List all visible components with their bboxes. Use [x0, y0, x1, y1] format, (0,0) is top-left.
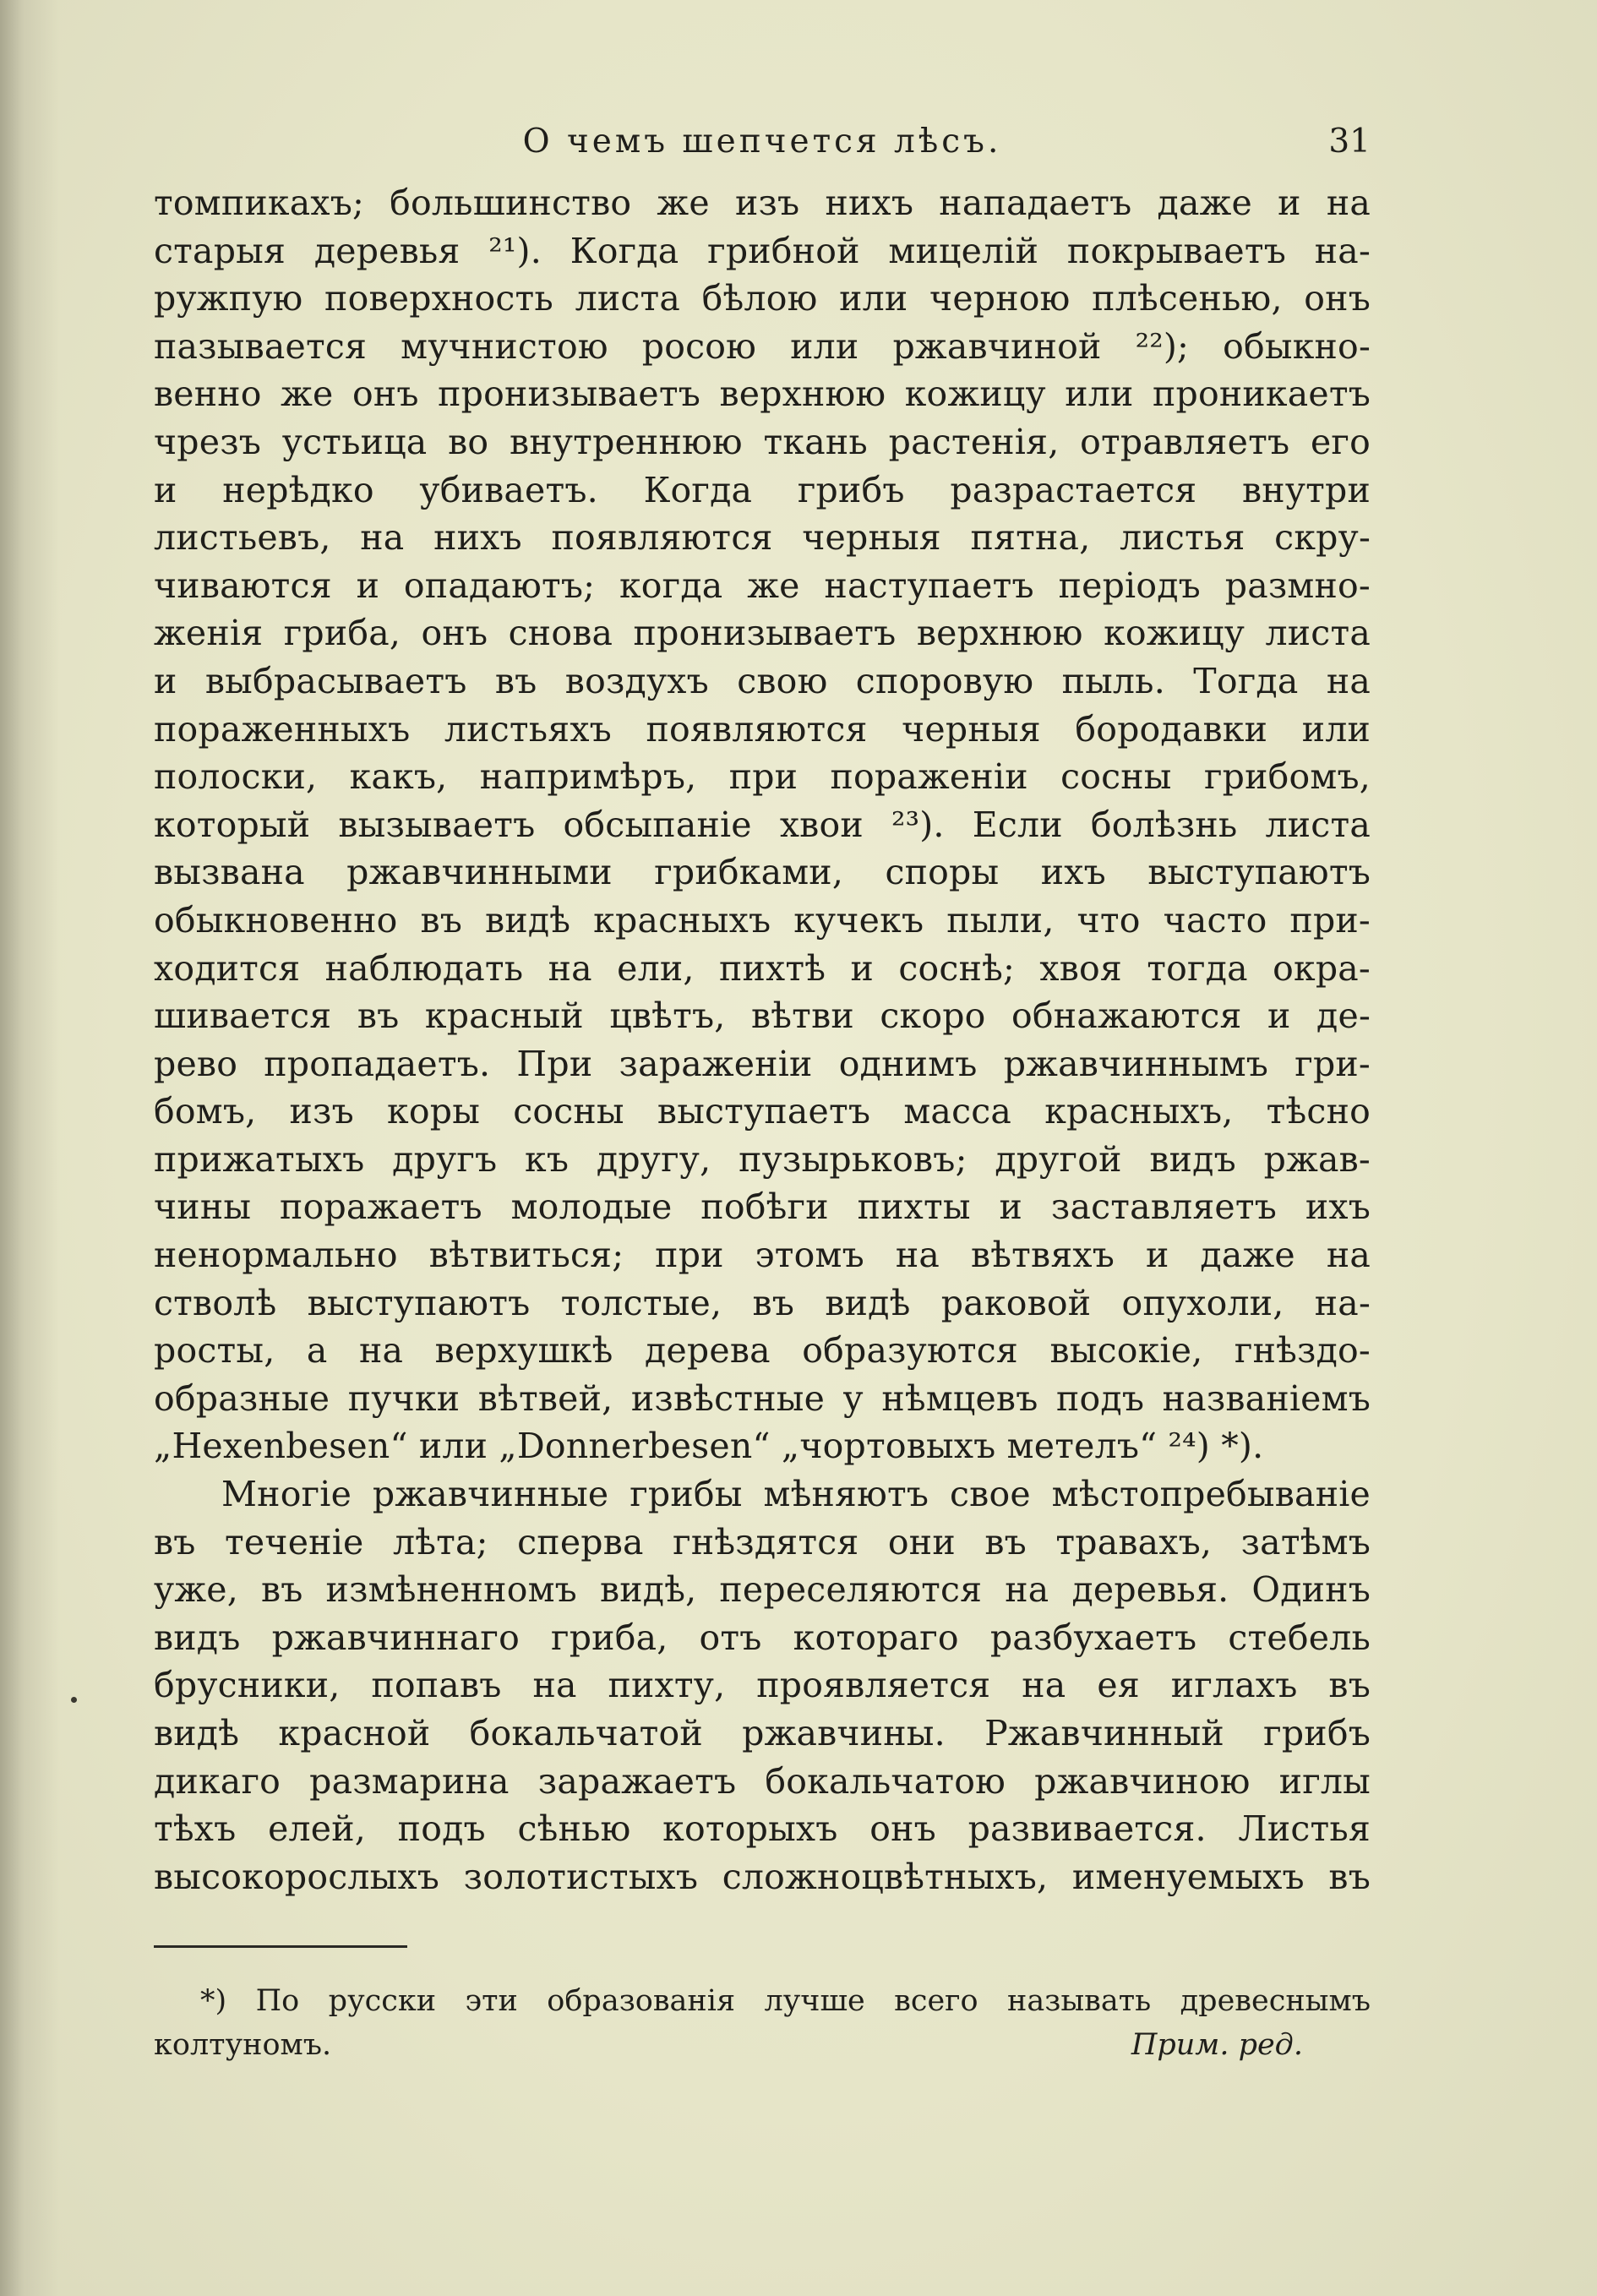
- paper-speck: [71, 1697, 77, 1703]
- text-line: видѣ красной бокальчатой ржавчины. Ржавчинный грибъ: [154, 1713, 1371, 1753]
- text-line: ружпую поверхность листа бѣлою или черною плѣсенью, онъ: [154, 278, 1371, 319]
- running-head: [154, 118, 1371, 169]
- paragraph-start-line: Многіе ржавчинные грибы мѣняютъ свое мѣстопребываніе: [221, 1474, 1371, 1515]
- text-line: росты, а на верхушкѣ дерева образуются высокіе, гнѣздо-: [154, 1330, 1371, 1372]
- gutter-shadow: [0, 0, 59, 2296]
- text-line: прижатыхъ другъ къ другу, пузырьковъ; другой видъ ржав-: [154, 1138, 1371, 1180]
- footnote-line-2: [154, 2023, 1371, 2067]
- text-line: брусники, попавъ на пихту, проявляется на ея иглахъ въ: [154, 1665, 1371, 1706]
- text-line: образные пучки вѣтвей, извѣстные у нѣмцевъ подъ названіемъ: [154, 1377, 1371, 1419]
- text-line: уже, въ измѣненномъ видѣ, переселяются на деревья. Одинъ: [154, 1569, 1371, 1611]
- text-line: и выбрасываетъ въ воздухъ свою споровую пыль. Тогда на: [154, 660, 1371, 701]
- text-line: пазывается мучнистою росою или ржавчиной ²²); обыкно-: [154, 325, 1371, 367]
- footnote-line: *) По русски эти образованія лучше всего называть древеснымъ: [200, 1984, 1371, 2018]
- text-line: и нерѣдко убиваетъ. Когда грибъ разрастается внутри: [154, 469, 1371, 510]
- text-line: пораженныхъ листьяхъ появляются черныя бородавки или: [154, 708, 1371, 750]
- text-line: чрезъ устьица во внутреннюю ткань растенія, отравляетъ его: [154, 421, 1371, 462]
- text-line: полоски, какъ, напримѣръ, при пораженіи сосны грибомъ,: [154, 756, 1371, 798]
- text-line: стволѣ выступаютъ толстые, въ видѣ раковой опухоли, на-: [154, 1282, 1371, 1323]
- text-line: листьевъ, на нихъ появляются черныя пятна, листья скру-: [154, 517, 1371, 559]
- text-line: вызвана ржавчинными грибками, споры ихъ выступаютъ: [154, 852, 1371, 893]
- text-line: ходится наблюдать на ели, пихтѣ и соснѣ; хвоя тогда окра-: [154, 947, 1371, 989]
- text-line: видъ ржавчиннаго гриба, отъ котораго разбухаетъ стебель: [154, 1617, 1371, 1658]
- text-line: „Hexenbesen“ или „Donnerbesen“ „чортовыхъ метелъ“ ²⁴) *).: [154, 1426, 1264, 1467]
- text-line: венно же онъ пронизываетъ верхнюю кожицу или проникаетъ: [154, 374, 1371, 415]
- text-line: чины поражаетъ молодые побѣги пихты и заставляетъ ихъ: [154, 1186, 1371, 1228]
- text-line: дикаго размарина заражаетъ бокальчатою ржавчиною иглы: [154, 1760, 1371, 1802]
- running-title: О чемъ шепчется лѣсъ.: [522, 123, 1002, 161]
- text-line: ненормально вѣтвиться; при этомъ на вѣтвяхъ и даже на: [154, 1235, 1371, 1276]
- footnote: [154, 1979, 1371, 2067]
- page-number: 31: [1328, 123, 1371, 161]
- text-line: бомъ, изъ коры сосны выступаетъ масса красныхъ, тѣсно: [154, 1091, 1371, 1132]
- text-line: томпикахъ; большинство же изъ нихъ нападаетъ даже и на: [154, 183, 1371, 223]
- footnote-rule: [154, 1945, 407, 1948]
- text-line: старыя деревья ²¹). Когда грибной мицелій покрываетъ на-: [154, 230, 1371, 271]
- text-line: въ теченіе лѣта; сперва гнѣздятся они въ травахъ, затѣмъ: [154, 1521, 1371, 1562]
- text-line: обыкновенно въ видѣ красныхъ кучекъ пыли, что часто при-: [154, 899, 1371, 941]
- text-line: чиваются и опадаютъ; когда же наступаетъ періодъ размно-: [154, 564, 1371, 606]
- text-line: который вызываетъ обсыпаніе хвои ²³). Если болѣзнь листа: [154, 804, 1371, 845]
- text-line: рево пропадаетъ. При зараженіи однимъ ржавчиннымъ гри-: [154, 1043, 1371, 1084]
- text-line: тѣхъ елей, подъ сѣнью которыхъ онъ развивается. Листья: [154, 1808, 1371, 1850]
- footnote-text: колтуномъ.: [154, 2028, 332, 2062]
- body-text: [154, 179, 1371, 1901]
- text-line: женія гриба, онъ снова пронизываетъ верхнюю кожицу листа: [154, 613, 1371, 654]
- text-line: высокорослыхъ золотистыхъ сложноцвѣтныхъ, именуемыхъ въ: [154, 1856, 1371, 1897]
- editor-note: Прим. ред.: [1131, 2028, 1303, 2062]
- text-line: шивается въ красный цвѣтъ, вѣтви скоро обнажаются и де-: [154, 995, 1371, 1037]
